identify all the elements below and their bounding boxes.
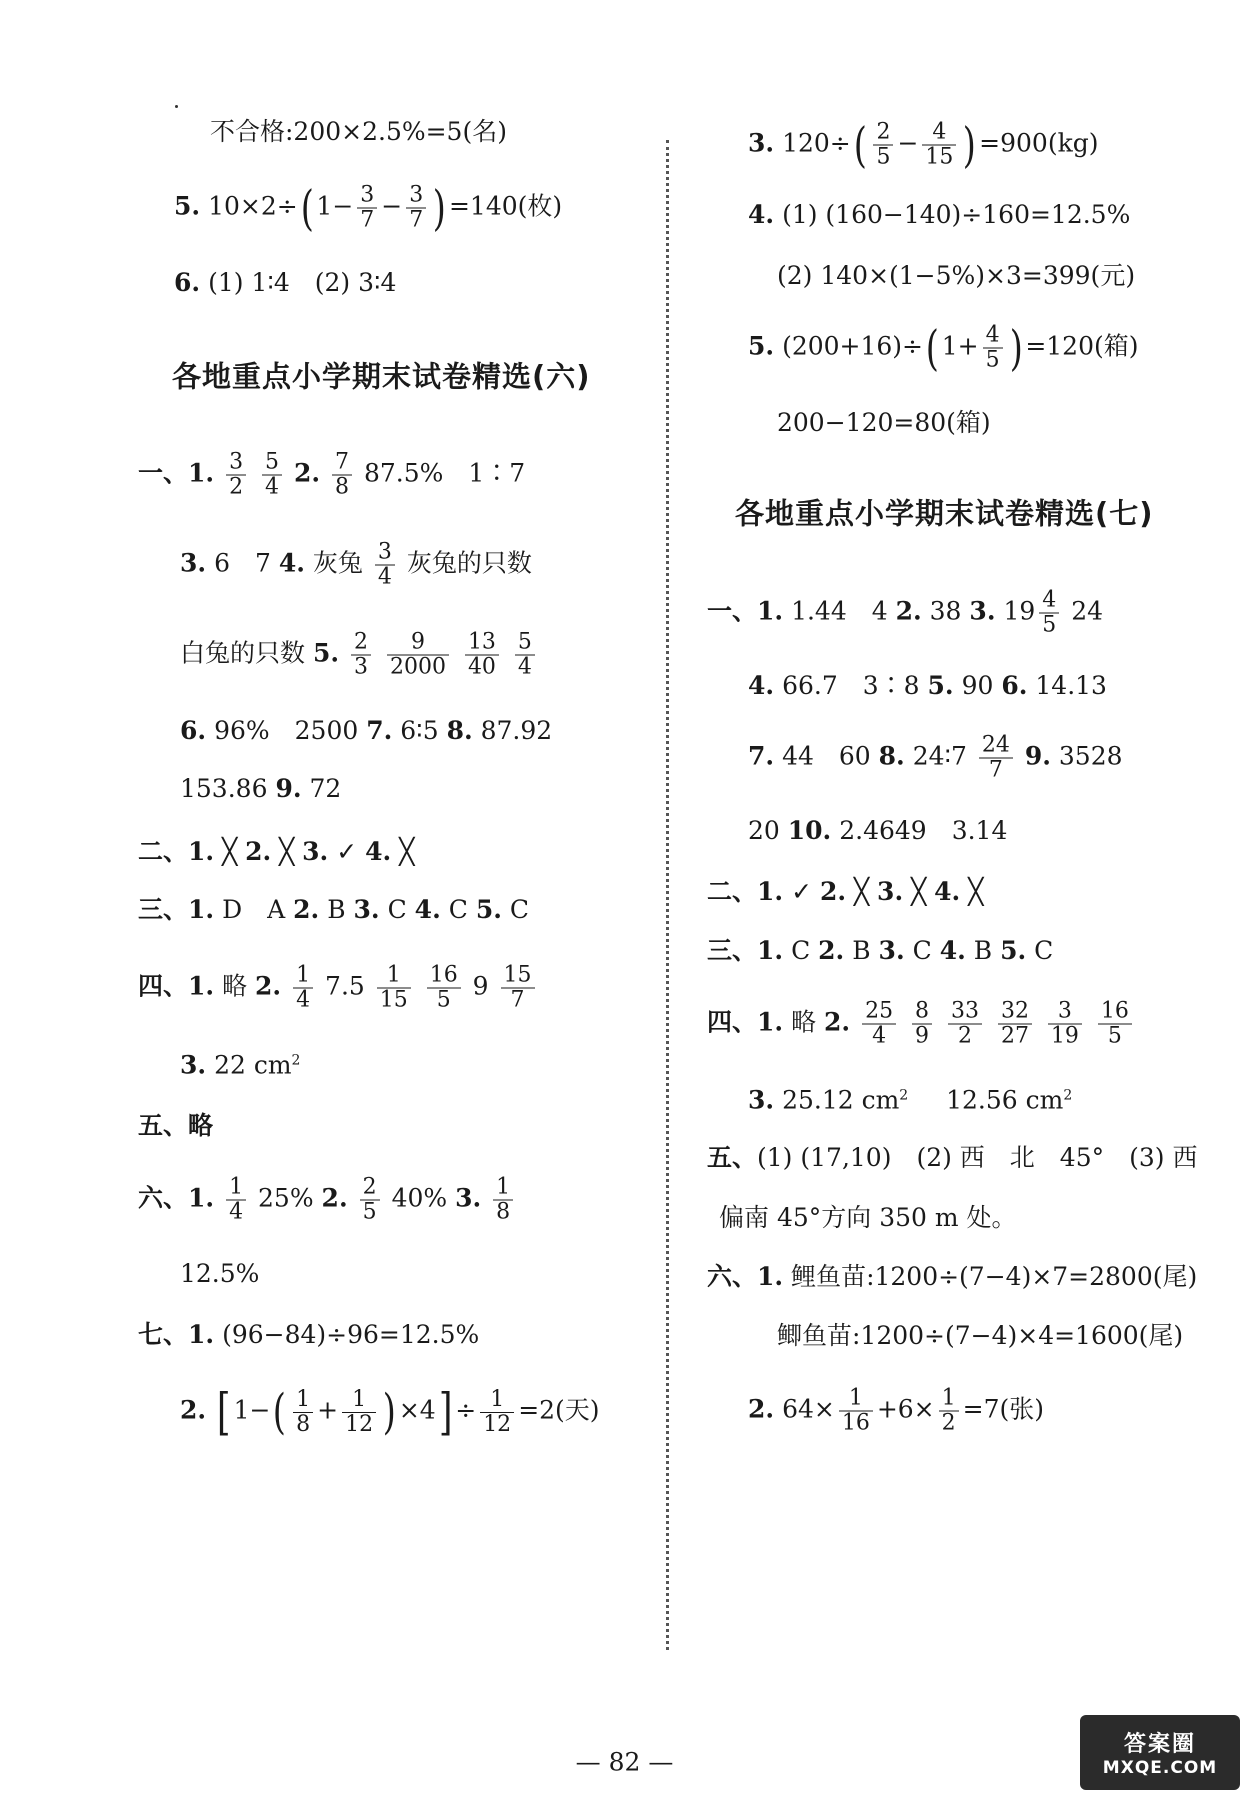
expr-text: =900(kg)	[979, 128, 1099, 158]
superscript: 2	[1063, 1087, 1073, 1104]
answer-text: 6 7	[214, 548, 271, 578]
numerator: 3	[1048, 1000, 1082, 1025]
section-lead: 四、1.	[138, 971, 215, 1001]
fraction	[226, 451, 246, 500]
answer-text: 鲫鱼苗:1200÷(7−4)×4=1600(尾)	[777, 1321, 1184, 1350]
fraction	[262, 451, 282, 500]
answer-text: 3528	[1058, 741, 1123, 771]
denominator: 15	[925, 144, 954, 170]
cross-icon: ╳	[222, 837, 238, 866]
section-lead: 六、1.	[707, 1262, 784, 1291]
answer-text: (2) 140×(1−5%)×3=399(元)	[777, 261, 1136, 290]
question-number: 8.	[878, 741, 905, 771]
answer-text: 90	[961, 671, 994, 700]
denominator: 2	[229, 474, 244, 500]
fraction	[480, 1388, 514, 1437]
answer-text: C	[1034, 936, 1054, 965]
denominator: 3	[354, 654, 369, 680]
question-number: 3.	[180, 548, 207, 578]
section-lead: 五、	[707, 1143, 758, 1172]
denominator: 7	[409, 207, 424, 233]
section-heading: 各地重点小学期末试卷精选(七)	[735, 496, 1154, 531]
answer-text: 24∶7	[912, 741, 967, 771]
section-lead: 三、1.	[707, 936, 784, 965]
question-number: 5.	[927, 671, 954, 700]
fraction	[501, 964, 535, 1013]
question-number: 7.	[748, 741, 775, 771]
section-1-line-4	[180, 715, 552, 747]
stray-mark	[175, 105, 178, 108]
answer-text: C	[387, 895, 407, 924]
answer-text: 12.56 cm	[946, 1085, 1064, 1115]
fraction	[839, 1387, 873, 1436]
fraction	[1048, 1000, 1082, 1049]
fraction	[912, 1000, 932, 1049]
question-number: 10.	[787, 816, 832, 845]
cross-icon: ╳	[854, 877, 870, 906]
question-number: 2.	[245, 837, 272, 866]
denominator: 2	[941, 1410, 956, 1436]
right-bracket: ]	[438, 1383, 453, 1441]
denominator: 9	[915, 1023, 930, 1049]
question-number: 5.	[1000, 936, 1027, 965]
denominator: 4	[377, 564, 392, 590]
answer-q4-1	[748, 199, 1130, 231]
numerator: 9	[387, 631, 449, 656]
section-1-line-3	[180, 631, 539, 680]
denominator: 15	[379, 987, 408, 1013]
section-4-line-1	[138, 964, 539, 1013]
question-number: 9.	[275, 774, 302, 803]
denominator: 27	[1000, 1023, 1029, 1049]
numerator: 2	[351, 631, 371, 656]
numerator: 7	[332, 451, 352, 476]
fraction	[873, 121, 893, 170]
cross-icon: ╳	[399, 837, 415, 866]
numerator: 4	[983, 324, 1003, 349]
answer-text: 略	[222, 971, 248, 1001]
question-number: 7.	[366, 716, 393, 745]
question-number: 2.	[824, 1007, 851, 1037]
numerator: 5	[262, 451, 282, 476]
numerator: 1	[293, 964, 313, 989]
question-number: 3.	[455, 1183, 482, 1213]
expr-text: 1−	[316, 191, 354, 221]
answer-q4-2	[777, 260, 1135, 292]
section-2-line	[138, 836, 414, 868]
fraction	[375, 541, 395, 590]
denominator: 16	[841, 1410, 870, 1436]
answer-text: 38	[929, 596, 962, 626]
section-1-line-2	[180, 541, 532, 590]
answer-text: 87.92	[480, 716, 553, 745]
answer-text: D A	[222, 895, 286, 924]
answer-text: 200−120=80(箱)	[777, 408, 991, 437]
question-number: 4.	[278, 548, 305, 578]
answer-text: 2.4649 3.14	[839, 816, 1008, 845]
right-paren: )	[963, 117, 977, 173]
numerator: 3	[226, 451, 246, 476]
numerator: 1	[226, 1176, 246, 1201]
check-icon: ✓	[791, 877, 813, 906]
denominator: 7	[988, 757, 1003, 783]
section-6-line-1	[707, 1261, 1197, 1293]
fraction	[939, 1387, 959, 1436]
answer-text: 14.13	[1035, 671, 1107, 700]
answer-text: (1) 1∶4 (2) 3∶4	[208, 268, 397, 297]
expr-text: ÷	[455, 1395, 477, 1425]
question-number: 2.	[180, 1395, 207, 1425]
section-4-line-2	[180, 1044, 300, 1081]
question-number: 5.	[475, 895, 502, 924]
denominator: 12	[345, 1411, 374, 1437]
section-6-line-2	[777, 1320, 1183, 1352]
denominator: 5	[1042, 612, 1057, 638]
answer-text: 72	[309, 774, 342, 803]
answer-text: 25%	[258, 1183, 314, 1213]
denominator: 5	[876, 144, 891, 170]
section-lead: 六、1.	[138, 1183, 215, 1213]
expr-text: −	[897, 128, 919, 158]
expr-text: =7(张)	[962, 1394, 1045, 1424]
question-number: 4.	[365, 837, 392, 866]
expr-text: −	[381, 191, 403, 221]
answer-text: C	[912, 936, 932, 965]
numerator: 4	[922, 121, 956, 146]
answer-text: 40%	[391, 1183, 448, 1213]
answer-text: B	[852, 936, 871, 965]
expr-text: 1−	[233, 1395, 271, 1425]
numerator: 2	[360, 1176, 380, 1201]
question-number: 2.	[818, 936, 845, 965]
answer-text: 6∶5	[400, 716, 439, 745]
section-1-line-1	[707, 589, 1103, 638]
denominator: 4	[517, 654, 532, 680]
question-number: 4.	[748, 671, 775, 700]
question-number: 6.	[180, 716, 207, 745]
numerator: 1	[493, 1176, 513, 1201]
answer-text: 19	[1003, 596, 1036, 626]
numerator: 2	[873, 121, 893, 146]
section-1-line-3	[748, 734, 1123, 783]
numerator: 4	[1039, 589, 1059, 614]
question-number: 4.	[939, 936, 966, 965]
answer-text: 96% 2500	[214, 716, 359, 745]
answer-text: C	[509, 895, 530, 924]
question-number: 3.	[878, 936, 905, 965]
fraction	[387, 631, 449, 680]
question-number: 3.	[353, 895, 380, 924]
numerator: 1	[939, 1387, 959, 1412]
right-paren: )	[1009, 320, 1023, 376]
expr-text: ×4	[398, 1395, 436, 1425]
fraction	[293, 1388, 313, 1437]
numerator: 16	[427, 964, 461, 989]
section-6-line-2	[180, 1258, 259, 1290]
fraction	[1039, 589, 1059, 638]
question-number: 2.	[819, 877, 847, 906]
fraction	[351, 631, 371, 680]
question-number: 3.	[302, 837, 329, 866]
column-divider	[666, 140, 669, 1650]
fraction	[983, 324, 1003, 373]
numerator: 3	[375, 541, 395, 566]
left-paren: (	[300, 180, 314, 236]
question-number: 9.	[1024, 741, 1051, 771]
denominator: 7	[360, 207, 375, 233]
cross-icon: ╳	[911, 877, 927, 906]
expr-text: 1+	[941, 331, 979, 361]
denominator: 5	[362, 1199, 377, 1225]
answer-text: 1.44 4	[791, 596, 888, 626]
page-number: — 82 —	[575, 1747, 674, 1777]
question-number: 2.	[748, 1394, 775, 1424]
left-paren: (	[853, 117, 867, 173]
denominator: 8	[296, 1411, 311, 1437]
question-number: 2.	[895, 596, 922, 626]
fraction	[406, 184, 426, 233]
numerator: 13	[465, 631, 499, 656]
check-icon: ✓	[336, 837, 358, 866]
section-lead: 二、1.	[138, 837, 215, 866]
question-number: 8.	[446, 716, 473, 745]
watermark-url: MXQE.COM	[1102, 1758, 1218, 1778]
section-lead: 三、1.	[138, 895, 215, 924]
answer-text: 鲤鱼苗:1200÷(7−4)×7=2800(尾)	[791, 1262, 1198, 1291]
section-6-line-1	[138, 1176, 517, 1225]
answer-text: 12.5%	[180, 1259, 260, 1288]
answer-q3	[748, 117, 1099, 173]
answer-text: 44 60	[782, 741, 871, 771]
answer-text: 24	[1071, 596, 1104, 626]
denominator: 5	[436, 987, 451, 1013]
numerator: 5	[515, 631, 535, 656]
answer-q5-2	[777, 407, 991, 439]
superscript: 2	[291, 1052, 301, 1069]
denominator: 7	[510, 987, 525, 1013]
left-paren: (	[925, 320, 939, 376]
answer-text: 20	[748, 816, 780, 845]
fraction	[357, 184, 377, 233]
numerator: 16	[1098, 1000, 1132, 1025]
answer-text: 白兔的只数	[180, 638, 306, 668]
answer-text: 9	[472, 971, 489, 1001]
question-number: 2.	[321, 1183, 348, 1213]
fraction	[948, 1000, 982, 1049]
answer-q5	[174, 180, 563, 236]
section-4-line-2	[748, 1079, 1072, 1116]
answer-text: 不合格:200×2.5%=5(名)	[210, 117, 507, 146]
section-7-line-1	[138, 1319, 479, 1351]
answer-text: B	[973, 936, 993, 965]
superscript: 2	[899, 1087, 909, 1104]
answer-text: B	[327, 895, 346, 924]
fraction	[862, 1000, 896, 1049]
section-6-line-3	[748, 1387, 1044, 1436]
question-number: 2.	[293, 458, 321, 488]
left-bracket: [	[216, 1383, 231, 1441]
fraction	[493, 1176, 513, 1225]
denominator: 8	[335, 474, 350, 500]
question-number: 5.	[312, 638, 340, 668]
answer-q6	[174, 267, 396, 299]
section-2-line	[707, 876, 983, 908]
left-paren: (	[273, 1384, 287, 1440]
answer-text: 略	[791, 1007, 817, 1037]
answer-text: 偏南 45°方向 350 m 处。	[719, 1203, 1017, 1232]
section-lead: 五、略	[138, 1111, 214, 1140]
section-7-line-2	[180, 1383, 600, 1441]
numerator: 1	[342, 1388, 376, 1413]
fraction	[465, 631, 499, 680]
answer-text: (1) (160−140)÷160=12.5%	[782, 200, 1131, 229]
section-lead: 一、1.	[707, 596, 784, 626]
watermark-title: 答案圈	[1123, 1732, 1196, 1757]
answer-text: (1) (17,10) (2) 西 北 45° (3) 西	[757, 1143, 1198, 1172]
answer-text: 7.5	[325, 971, 365, 1001]
answer-text: 灰兔的只数	[406, 548, 532, 578]
section-4-line-1	[707, 1000, 1136, 1049]
expr-text: 120÷	[782, 128, 851, 158]
section-3-line	[138, 894, 529, 926]
question-number: 4.	[414, 895, 441, 924]
fraction	[979, 734, 1013, 783]
denominator: 4	[296, 987, 311, 1013]
expr-text: 10×2÷	[208, 191, 298, 221]
expr-text: =140(枚)	[448, 191, 563, 221]
fraction	[998, 1000, 1032, 1049]
section-1-line-2	[748, 670, 1107, 702]
answer-text: 灰兔	[312, 548, 363, 578]
fraction	[922, 121, 956, 170]
answer-text: 153.86	[180, 774, 268, 803]
answer-text: 22 cm	[214, 1050, 292, 1080]
expr-text: +	[317, 1395, 339, 1425]
watermark-logo	[1080, 1715, 1240, 1790]
question-number: 3.	[877, 877, 904, 906]
answer-line	[210, 116, 507, 148]
answer-text: C	[448, 895, 468, 924]
numerator: 15	[501, 964, 535, 989]
expr-text: 64×	[782, 1394, 835, 1424]
section-5-line	[138, 1110, 213, 1142]
fraction	[226, 1176, 246, 1225]
fraction	[342, 1388, 376, 1437]
numerator: 1	[480, 1388, 514, 1413]
cross-icon: ╳	[968, 877, 984, 906]
answer-text: 25.12 cm	[782, 1085, 900, 1115]
numerator: 1	[839, 1387, 873, 1412]
section-1-line-4	[748, 815, 1007, 847]
section-5-line-2	[719, 1202, 1017, 1234]
section-lead: 四、1.	[707, 1007, 784, 1037]
fraction	[332, 451, 352, 500]
section-lead: 一、1.	[138, 458, 215, 488]
section-5-line-1	[707, 1142, 1197, 1174]
expr-text: (200+16)÷	[782, 331, 923, 361]
right-paren: )	[382, 1384, 397, 1440]
numerator: 33	[948, 1000, 982, 1025]
denominator: 40	[467, 654, 496, 680]
question-number: 6.	[1001, 671, 1028, 700]
denominator: 4	[872, 1023, 887, 1049]
question-number: 2.	[293, 895, 320, 924]
question-number: 3.	[969, 596, 996, 626]
question-number: 4.	[934, 877, 961, 906]
fraction	[427, 964, 461, 1013]
answer-text: (96−84)÷96=12.5%	[222, 1320, 480, 1349]
denominator: 8	[496, 1199, 511, 1225]
denominator: 19	[1050, 1023, 1079, 1049]
expr-text: =2(天)	[518, 1395, 600, 1425]
denominator: 5	[1107, 1023, 1122, 1049]
denominator: 5	[985, 347, 1000, 373]
denominator: 12	[483, 1411, 512, 1437]
fraction	[1098, 1000, 1132, 1049]
fraction	[293, 964, 313, 1013]
denominator: 4	[229, 1199, 244, 1225]
denominator: 4	[265, 474, 280, 500]
section-lead: 七、1.	[138, 1320, 215, 1349]
question-number: 5.	[174, 191, 201, 221]
section-1-line-1	[138, 451, 525, 500]
right-paren: )	[433, 180, 447, 236]
question-number: 2.	[255, 971, 282, 1001]
numerator: 3	[357, 184, 377, 209]
section-3-line	[707, 935, 1053, 967]
answer-text: C	[791, 936, 811, 965]
question-number: 3.	[748, 128, 775, 158]
fraction	[515, 631, 535, 680]
question-number: 6.	[174, 268, 201, 297]
numerator: 3	[406, 184, 426, 209]
cross-icon: ╳	[279, 837, 295, 866]
numerator: 32	[998, 1000, 1032, 1025]
denominator: 2	[958, 1023, 972, 1049]
numerator: 24	[979, 734, 1013, 759]
question-number: 3.	[180, 1050, 207, 1080]
expr-text: +6×	[876, 1394, 935, 1424]
question-number: 4.	[748, 200, 775, 229]
section-lead: 二、1.	[707, 877, 784, 906]
section-1-line-5	[180, 773, 341, 805]
denominator: 2000	[389, 654, 446, 680]
answer-text: 87.5% 1∶7	[363, 458, 526, 488]
question-number: 5.	[748, 331, 775, 361]
section-heading: 各地重点小学期末试卷精选(六)	[172, 359, 591, 394]
numerator: 1	[293, 1388, 313, 1413]
fraction	[377, 964, 411, 1013]
answer-q5	[748, 320, 1139, 376]
question-number: 3.	[748, 1085, 775, 1115]
expr-text: =120(箱)	[1025, 331, 1139, 361]
answer-text: 66.7 3∶8	[782, 671, 920, 700]
numerator: 25	[862, 1000, 896, 1025]
fraction	[360, 1176, 380, 1225]
numerator: 1	[377, 964, 411, 989]
numerator: 8	[912, 1000, 932, 1025]
